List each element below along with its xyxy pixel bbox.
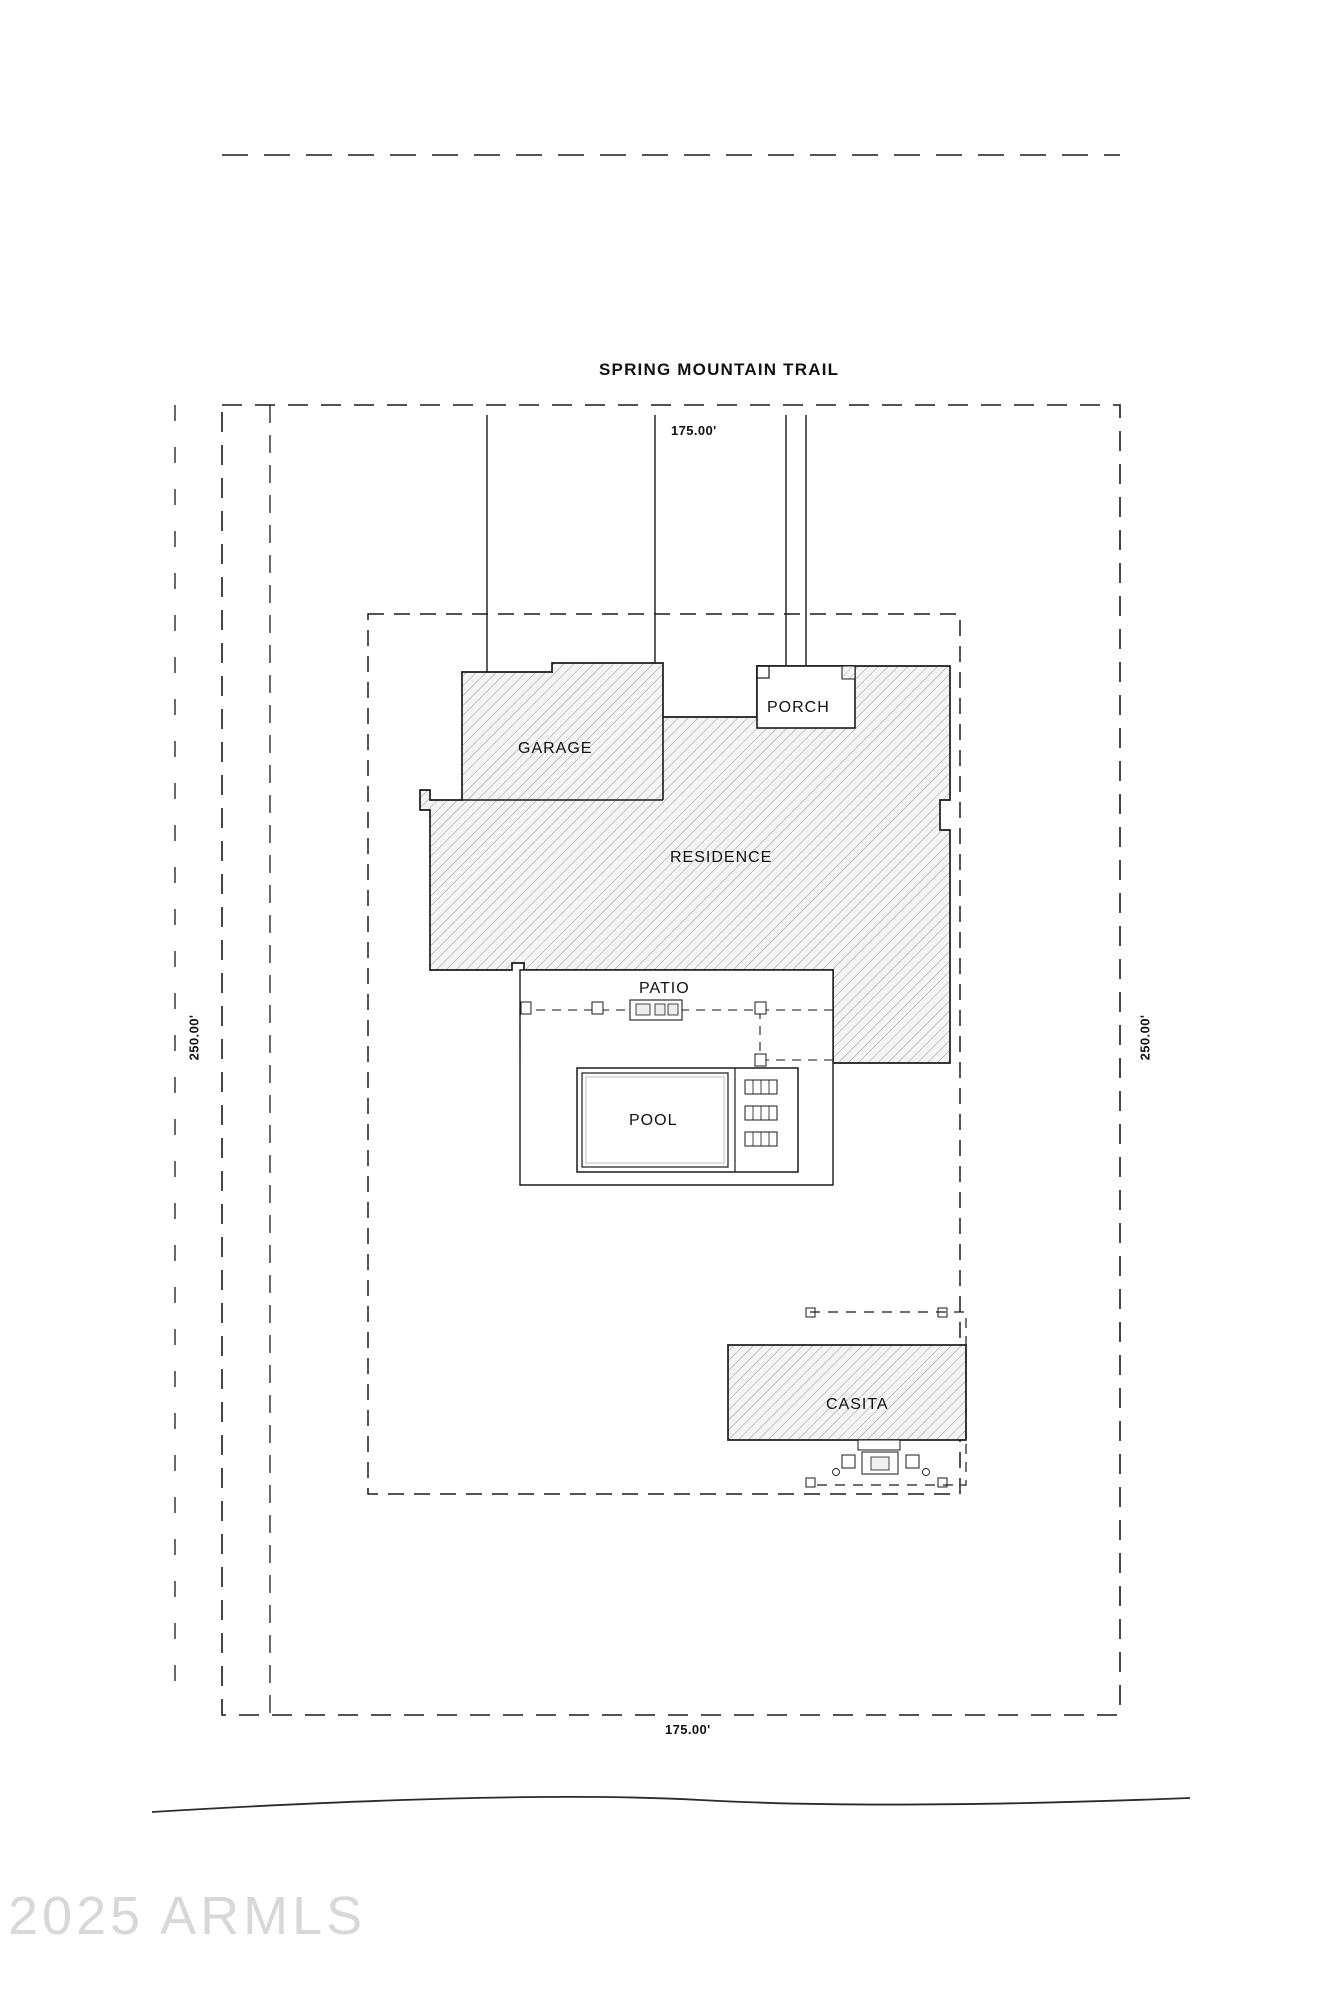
south-contour-line [152,1797,1190,1812]
structure-label-casita: CASITA [826,1396,889,1413]
street-label: SPRING MOUNTAIN TRAIL [599,360,840,379]
dimension-bottom: 175.00' [665,1722,711,1737]
structure-label-patio: PATIO [639,980,690,997]
structure-label-pool: POOL [629,1112,678,1129]
dimension-right: 250.00' [1137,1014,1153,1061]
dimension-top: 175.00' [671,423,717,438]
dimension-left: 250.00' [186,1014,202,1061]
structure-label-residence: RESIDENCE [670,849,773,866]
porch-footprint [757,666,855,728]
structure-label-garage: GARAGE [518,740,593,757]
watermark: 2025 ARMLS [8,1886,367,1946]
pool-area [577,1068,798,1172]
structure-label-porch: PORCH [767,699,830,716]
